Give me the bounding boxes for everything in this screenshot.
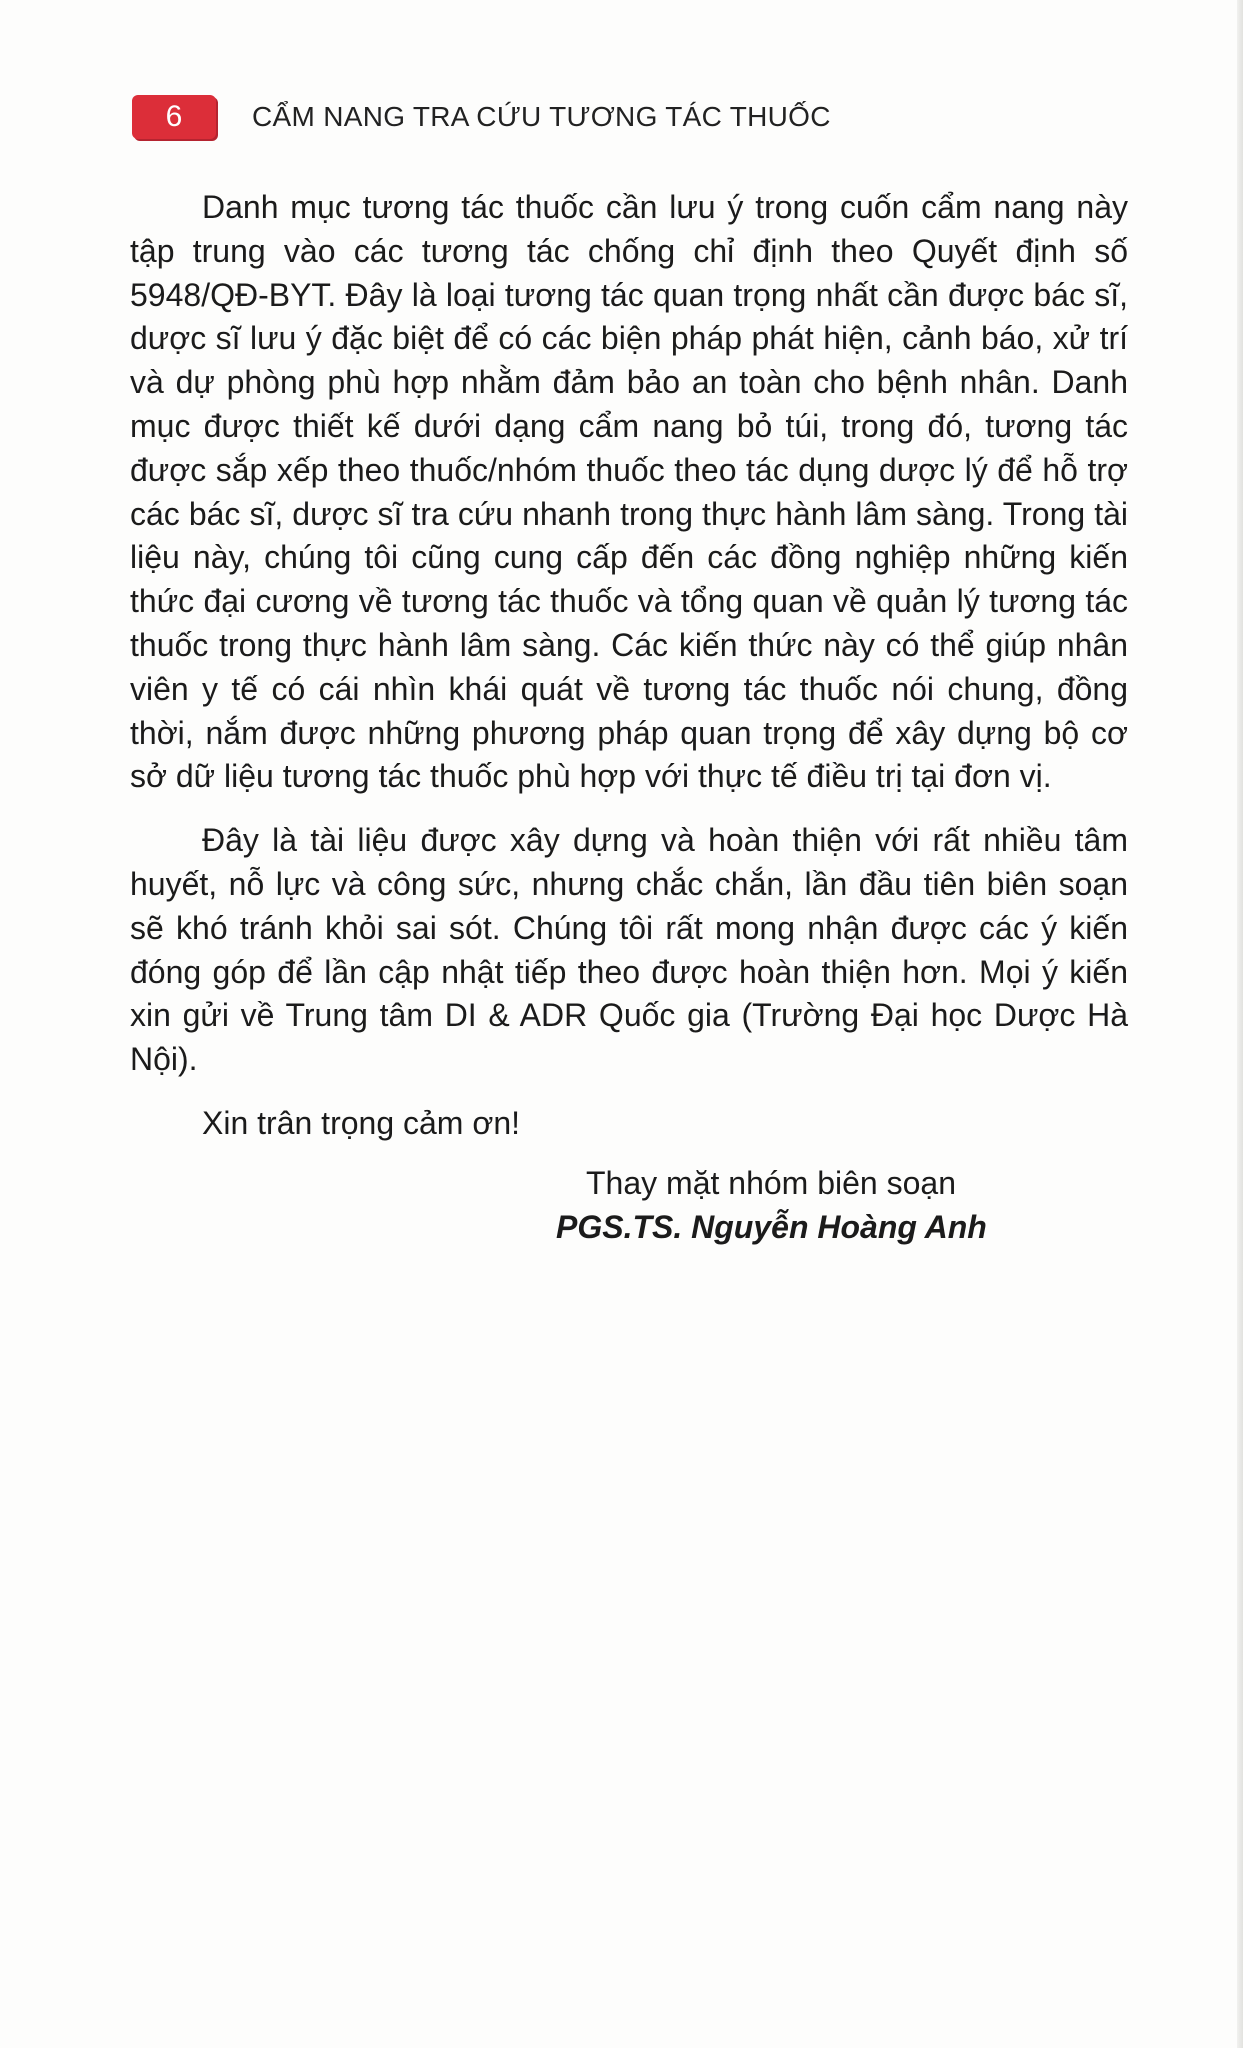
signature-block [556, 1162, 1128, 1250]
page-number-badge: 6 [132, 95, 216, 139]
running-title: CẨM NANG TRA CỨU TƯƠNG TÁC THUỐC [252, 101, 831, 132]
page-header [132, 94, 831, 140]
paragraph-1: Danh mục tương tác thuốc cần lưu ý trong cuốn cẩm nang này tập trung vào các tương tác chống chỉ định theo Quyết định số 5948/QĐ-BYT. Đây là loại tương tác quan trọng nhất cần được bác sĩ, dược sĩ lưu ý đặc biệt để có các biện pháp phát hiện, cảnh báo, xử trí và dự phòng phù hợp nhằm đảm bảo an toàn cho bệnh nhân. Danh mục được thiết kế dưới dạng cẩm nang bỏ túi, trong đó, tương tác được sắp xếp theo thuốc/nhóm thuốc theo tác dụng dược lý để hỗ trợ các bác sĩ, dược sĩ tra cứu nhanh trong thực hành lâm sàng. Trong tài liệu này, chúng tôi cũng cung cấp đến các đồng nghiệp những kiến thức đại cương về tương tác thuốc và tổng quan về quản lý tương tác thuốc trong thực hành lâm sàng. Các kiến thức này có thể giúp nhân viên y tế có cái nhìn khái quát về tương tác thuốc nói chung, đồng thời, nắm được những phương pháp quan trọng để xây dựng bộ cơ sở dữ liệu tương tác thuốc phù hợp với thực tế điều trị tại đơn vị. [130, 189, 1128, 795]
signature-role: Thay mặt nhóm biên soạn [586, 1164, 956, 1201]
paragraph-2: Đây là tài liệu được xây dựng và hoàn thiện với rất nhiều tâm huyết, nỗ lực và công sức, nhưng chắc chắn, lần đầu tiên biên soạn sẽ khó tránh khỏi sai sót. Chúng tôi rất mong nhận được các ý kiến đóng góp để lần cập nhật tiếp theo được hoàn thiện hơn. Mọi ý kiến xin gửi về Trung tâm DI & ADR Quốc gia (Trường Đại học Dược Hà Nội). [130, 822, 1128, 1078]
closing-thanks: Xin trân trọng cảm ơn! [202, 1104, 521, 1141]
page-body [130, 186, 1128, 1249]
signature-name: PGS.TS. Nguyễn Hoàng Anh [556, 1208, 987, 1245]
page-edge [1237, 0, 1243, 2048]
